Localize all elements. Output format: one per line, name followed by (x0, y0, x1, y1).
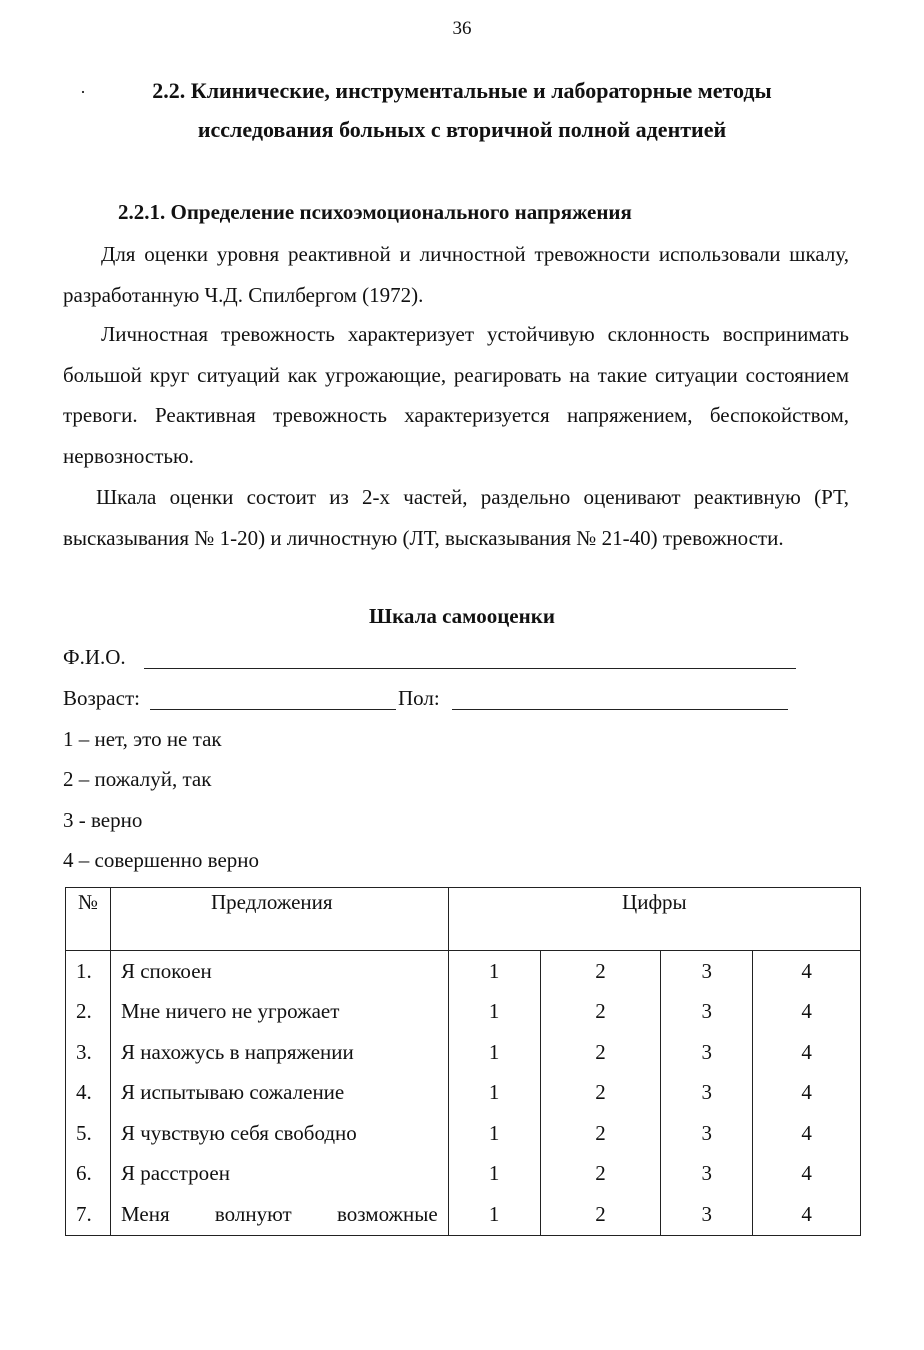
paragraph-1-text: Для оценки уровня реактивной и личностной тревожности использовали шкалу, разработанную Ч.Д. Спилбергом (1972). (63, 242, 849, 307)
form-title: Шкала самооценки (369, 604, 555, 628)
paragraph-1 (63, 234, 849, 315)
option-4[interactable]: 4 (753, 1154, 861, 1195)
row-num: 7. (66, 1194, 111, 1235)
option-3[interactable]: 3 (661, 1073, 753, 1114)
option-4[interactable]: 4 (753, 1113, 861, 1154)
row-num: 1. (66, 951, 111, 992)
header-statement: Предложения (110, 888, 448, 951)
bullet-mark: · (80, 82, 86, 102)
option-3[interactable]: 3 (661, 1154, 753, 1195)
option-1[interactable]: 1 (448, 1113, 540, 1154)
row-statement: Я расстроен (110, 1154, 448, 1195)
fio-label: Ф.И.О. (63, 645, 126, 669)
sex-field[interactable] (452, 709, 788, 710)
option-2[interactable]: 2 (540, 1113, 661, 1154)
table-row (66, 1113, 861, 1154)
option-3[interactable]: 3 (661, 1194, 753, 1235)
option-1[interactable]: 1 (448, 951, 540, 992)
row-statement: Я спокоен (110, 951, 448, 992)
option-4[interactable]: 4 (753, 992, 861, 1033)
section-title-line-2: исследования больных с вторичной полной адентией (197, 117, 727, 142)
table-row (66, 1154, 861, 1195)
option-3[interactable]: 3 (661, 1113, 753, 1154)
row-num: 6. (66, 1154, 111, 1195)
statement-word: возможные (337, 1201, 438, 1226)
option-2[interactable]: 2 (540, 951, 661, 992)
legend-item-4: 4 – совершенно верно (63, 848, 260, 872)
row-num: 4. (66, 1073, 111, 1114)
section-title-line-1: 2.2. Клинические, инструментальные и лабораторные методы (152, 78, 772, 103)
statement-word: волнуют (214, 1201, 292, 1226)
option-4[interactable]: 4 (753, 1194, 861, 1235)
paragraph-2 (63, 314, 849, 476)
option-1[interactable]: 1 (448, 992, 540, 1033)
header-digits: Цифры (448, 888, 860, 951)
header-num: № (66, 888, 111, 951)
row-statement: Мне ничего не угрожает (110, 992, 448, 1033)
table-row (66, 1032, 861, 1073)
option-2[interactable]: 2 (540, 992, 661, 1033)
paragraph-3 (63, 477, 849, 558)
row-num: 3. (66, 1032, 111, 1073)
age-label: Возраст: (63, 686, 140, 710)
scale-table (65, 887, 861, 1236)
statement-word: Меня (120, 1201, 170, 1226)
table-row (66, 951, 861, 992)
option-2[interactable]: 2 (540, 1154, 661, 1195)
option-2[interactable]: 2 (540, 1073, 661, 1114)
row-statement: Я чувствую себя свободно (110, 1113, 448, 1154)
option-2[interactable]: 2 (540, 1032, 661, 1073)
sex-label: Пол: (398, 686, 440, 710)
fio-field[interactable] (144, 668, 796, 669)
row-statement-words (121, 1202, 438, 1227)
option-1[interactable]: 1 (448, 1194, 540, 1235)
table-row (66, 1073, 861, 1114)
legend-item-1: 1 – нет, это не так (63, 727, 222, 751)
legend-item-3: 3 - верно (63, 808, 143, 832)
option-1[interactable]: 1 (448, 1073, 540, 1114)
legend-item-2: 2 – пожалуй, так (63, 767, 212, 791)
option-1[interactable]: 1 (448, 1032, 540, 1073)
row-num: 5. (66, 1113, 111, 1154)
paragraph-3-text: Шкала оценки состоит из 2-х частей, раздельно оценивают реактивную (РТ, высказывания № 1-20) и личностную (ЛТ, высказывания № 21-40) тревожности. (63, 485, 849, 550)
option-1[interactable]: 1 (448, 1154, 540, 1195)
page-number: 36 (452, 18, 472, 39)
row-statement: Я испытываю сожаление (110, 1073, 448, 1114)
row-statement (110, 1194, 448, 1235)
paragraph-2-text: Личностная тревожность характеризует устойчивую склонность воспринимать большой круг ситуаций как угрожающие, реагировать на такие ситуации состоянием тревоги. Реактивная тревожность характеризуется напряжением, беспокойством, нервозностью. (63, 322, 849, 468)
row-statement: Я нахожусь в напряжении (110, 1032, 448, 1073)
option-3[interactable]: 3 (661, 951, 753, 992)
option-4[interactable]: 4 (753, 951, 861, 992)
option-4[interactable]: 4 (753, 1032, 861, 1073)
table-header-row (66, 888, 861, 951)
subsection-title: 2.2.1. Определение психоэмоционального напряжения (118, 200, 632, 224)
row-num: 2. (66, 992, 111, 1033)
table-row (66, 992, 861, 1033)
age-field[interactable] (150, 709, 396, 710)
option-3[interactable]: 3 (661, 1032, 753, 1073)
option-3[interactable]: 3 (661, 992, 753, 1033)
option-4[interactable]: 4 (753, 1073, 861, 1114)
option-2[interactable]: 2 (540, 1194, 661, 1235)
table-row (66, 1194, 861, 1235)
